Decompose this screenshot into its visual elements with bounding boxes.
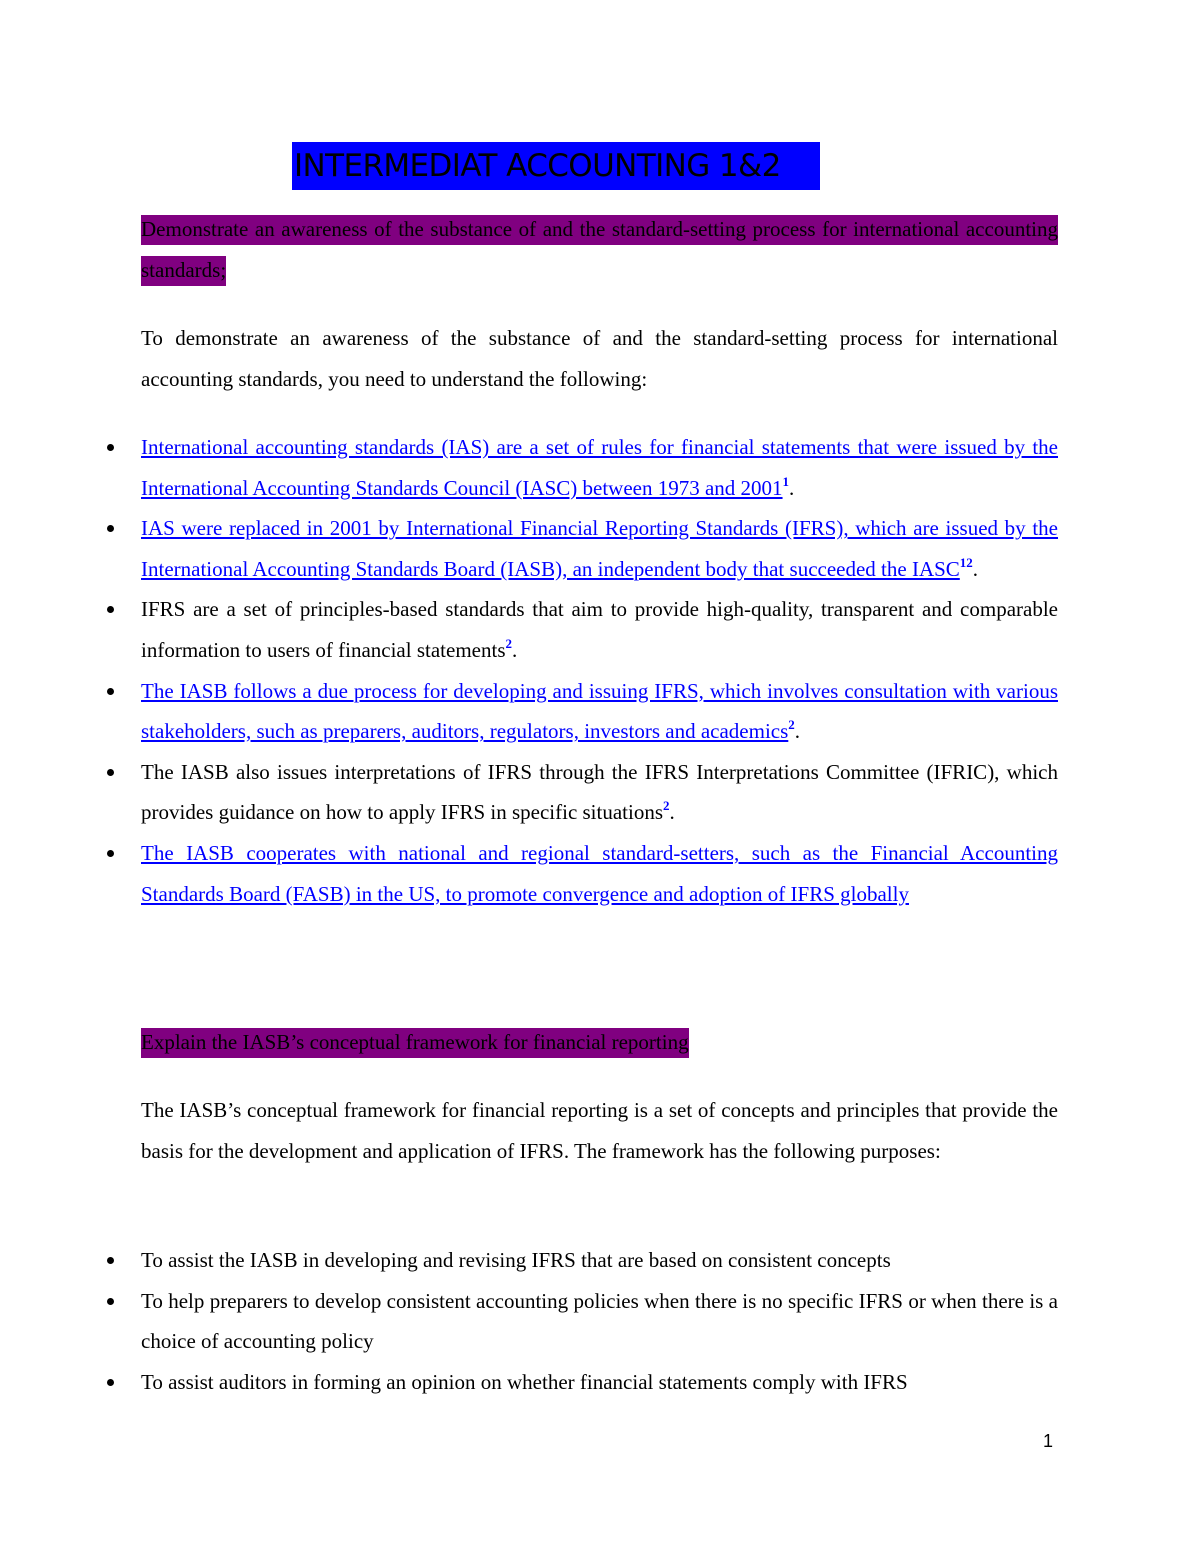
bullet-link[interactable]: IAS were replaced in 2001 by International Financial Reporting Standards (IFRS), which are issued by the International Accounting Standards Board (IASB), an independent body that succeeded the IASC: [141, 516, 1058, 581]
bullet-text: The IASB also issues interpretations of IFRS through the IFRS Interpretations Committee (IFRIC), which provides guidance on how to apply IFRS in specific situations: [141, 759, 1058, 825]
citation-ref[interactable]: 2: [788, 717, 795, 733]
page-number: 1: [1043, 1431, 1054, 1451]
bullet-tail: .: [669, 800, 675, 825]
bullet-icon: [107, 606, 114, 613]
list-item: [141, 589, 1058, 670]
section2-intro: The IASB’s conceptual framework for financial reporting is a set of concepts and principles that provide the basis for the development and application of IFRS. The framework has the following purposes:: [141, 1098, 1058, 1163]
bullet-icon: [107, 1379, 114, 1386]
list-item: [141, 1281, 1058, 1362]
bullet-tail: .: [794, 719, 801, 744]
bullet-text: IFRS are a set of principles-based standards that aim to provide high-quality, transparent and comparable information to users of financial statements: [141, 597, 1058, 662]
bullet-link[interactable]: International accounting standards (IAS) are a set of rules for financial statements that were issued by the International Accounting Standards Council (IASC) between 1973 and 2001: [141, 435, 1058, 500]
bullet-icon: [107, 1298, 114, 1305]
bullet-text: To assist auditors in forming an opinion on whether financial statements comply with IFRS: [141, 1369, 908, 1394]
bullet-link[interactable]: The IASB cooperates with national and regional standard-setters, such as the Financial Accounting Standards Board (FASB) in the US, to promote convergence and adoption of IFRS globally: [141, 840, 1058, 906]
section2-heading: [141, 1022, 1058, 1063]
section2-heading-text: Explain the IASB’s conceptual framework for financial reporting: [141, 1028, 689, 1058]
bullet-icon: [107, 850, 114, 857]
citation-ref[interactable]: 2: [663, 798, 670, 814]
bullet-icon: [107, 769, 114, 776]
document-title: INTERMEDIAT ACCOUNTING 1&2: [292, 142, 820, 190]
bullet-icon: [107, 688, 114, 695]
list-item: [141, 508, 1058, 589]
citation-ref[interactable]: 1: [782, 473, 790, 489]
list-item: [141, 1240, 1058, 1281]
list-item: [141, 752, 1058, 833]
section2-bullet-list: [141, 1240, 1058, 1402]
list-item: [141, 833, 1058, 914]
bullet-icon: [107, 1257, 114, 1264]
list-item: [141, 1362, 1058, 1403]
citation-ref[interactable]: 2: [505, 635, 512, 651]
citation-ref[interactable]: 12: [959, 554, 973, 570]
section1-heading: [141, 209, 1058, 290]
bullet-tail: .: [512, 637, 518, 662]
bullet-link[interactable]: The IASB follows a due process for developing and issuing IFRS, which involves consultation with various stakeholders, such as preparers, auditors, regulators, investors and academics: [141, 678, 1058, 744]
section1-intro: To demonstrate an awareness of the substance of and the standard-setting process for international accounting standards, you need to understand the following:: [141, 326, 1058, 391]
bullet-text: To help preparers to develop consistent accounting policies when there is no specific IFRS or when there is a choice of accounting policy: [141, 1288, 1058, 1354]
bullet-text: To assist the IASB in developing and revising IFRS that are based on consistent concepts: [141, 1248, 891, 1272]
list-item: [141, 427, 1058, 508]
list-item: [141, 671, 1058, 752]
bullet-icon: [107, 525, 114, 532]
section1-heading-text: Demonstrate an awareness of the substance of and the standard-setting process for international accounting standards;: [141, 215, 1058, 286]
bullet-tail: .: [972, 556, 979, 581]
bullet-icon: [107, 444, 114, 451]
section1-bullet-list: [141, 427, 1058, 914]
bullet-tail: .: [789, 475, 795, 500]
